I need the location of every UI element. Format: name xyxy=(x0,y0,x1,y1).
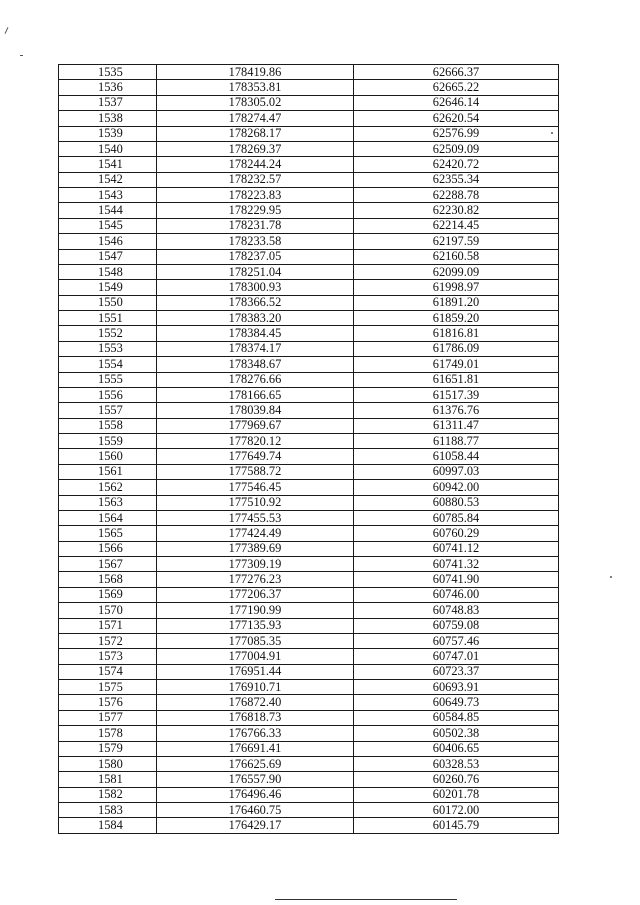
table-row xyxy=(59,80,559,95)
x-coordinate-cell: 178233.58 xyxy=(157,234,354,249)
y-coordinate-cell: 60760.29 xyxy=(354,526,559,541)
point-number-cell: 1570 xyxy=(59,603,157,618)
scan-speck xyxy=(20,55,23,56)
point-number-cell: 1551 xyxy=(59,311,157,326)
point-number-cell: 1548 xyxy=(59,264,157,279)
y-coordinate-cell: 60201.78 xyxy=(354,787,559,802)
y-coordinate-cell: 60145.79 xyxy=(354,818,559,833)
point-number-cell: 1574 xyxy=(59,664,157,679)
table-row xyxy=(59,111,559,126)
x-coordinate-cell: 176872.40 xyxy=(157,695,354,710)
coordinate-table xyxy=(58,64,559,834)
point-number-cell: 1564 xyxy=(59,510,157,525)
point-number-cell: 1568 xyxy=(59,572,157,587)
x-coordinate-cell: 178237.05 xyxy=(157,249,354,264)
table-row xyxy=(59,603,559,618)
point-number-cell: 1547 xyxy=(59,249,157,264)
table-row xyxy=(59,480,559,495)
x-coordinate-cell: 178232.57 xyxy=(157,172,354,187)
point-number-cell: 1583 xyxy=(59,803,157,818)
point-number-cell: 1554 xyxy=(59,357,157,372)
point-number-cell: 1582 xyxy=(59,787,157,802)
point-number-cell: 1560 xyxy=(59,449,157,464)
x-coordinate-cell: 178268.17 xyxy=(157,126,354,141)
point-number-cell: 1581 xyxy=(59,772,157,787)
y-coordinate-cell: 61891.20 xyxy=(354,295,559,310)
x-coordinate-cell: 178244.24 xyxy=(157,157,354,172)
point-number-cell: 1539 xyxy=(59,126,157,141)
y-coordinate-cell: 61651.81 xyxy=(354,372,559,387)
y-coordinate-cell: 60693.91 xyxy=(354,680,559,695)
y-coordinate-cell: 62355.34 xyxy=(354,172,559,187)
table-row xyxy=(59,280,559,295)
y-coordinate-cell: 61859.20 xyxy=(354,311,559,326)
table-row xyxy=(59,357,559,372)
x-coordinate-cell: 177206.37 xyxy=(157,587,354,602)
table-row xyxy=(59,249,559,264)
y-coordinate-cell: 62509.09 xyxy=(354,141,559,156)
y-coordinate-cell: 61376.76 xyxy=(354,403,559,418)
point-number-cell: 1572 xyxy=(59,633,157,648)
table-row xyxy=(59,449,559,464)
x-coordinate-cell: 177276.23 xyxy=(157,572,354,587)
point-number-cell: 1558 xyxy=(59,418,157,433)
point-number-cell: 1571 xyxy=(59,618,157,633)
y-coordinate-cell: 62420.72 xyxy=(354,157,559,172)
table-row xyxy=(59,726,559,741)
x-coordinate-cell: 177085.35 xyxy=(157,633,354,648)
y-coordinate-cell: 60172.00 xyxy=(354,803,559,818)
y-coordinate-cell: 62197.59 xyxy=(354,234,559,249)
table-row xyxy=(59,818,559,833)
x-coordinate-cell: 176557.90 xyxy=(157,772,354,787)
point-number-cell: 1584 xyxy=(59,818,157,833)
x-coordinate-cell: 176429.17 xyxy=(157,818,354,833)
table-row xyxy=(59,295,559,310)
point-number-cell: 1566 xyxy=(59,541,157,556)
y-coordinate-cell: 60741.90 xyxy=(354,572,559,587)
table-row xyxy=(59,741,559,756)
point-number-cell: 1546 xyxy=(59,234,157,249)
y-coordinate-cell: 60584.85 xyxy=(354,710,559,725)
table-row xyxy=(59,526,559,541)
table-row xyxy=(59,756,559,771)
x-coordinate-cell: 178223.83 xyxy=(157,188,354,203)
point-number-cell: 1536 xyxy=(59,80,157,95)
x-coordinate-cell: 178353.81 xyxy=(157,80,354,95)
table-row xyxy=(59,633,559,648)
x-coordinate-cell: 177424.49 xyxy=(157,526,354,541)
y-coordinate-cell: 60880.53 xyxy=(354,495,559,510)
point-number-cell: 1565 xyxy=(59,526,157,541)
x-coordinate-cell: 178229.95 xyxy=(157,203,354,218)
y-coordinate-cell: 60741.32 xyxy=(354,557,559,572)
table-row xyxy=(59,464,559,479)
point-number-cell: 1540 xyxy=(59,141,157,156)
x-coordinate-cell: 177820.12 xyxy=(157,434,354,449)
point-number-cell: 1543 xyxy=(59,188,157,203)
point-number-cell: 1552 xyxy=(59,326,157,341)
point-number-cell: 1555 xyxy=(59,372,157,387)
y-coordinate-cell: 60649.73 xyxy=(354,695,559,710)
table-row xyxy=(59,695,559,710)
point-number-cell: 1578 xyxy=(59,726,157,741)
table-row xyxy=(59,65,559,80)
x-coordinate-cell: 178269.37 xyxy=(157,141,354,156)
y-coordinate-cell: 60741.12 xyxy=(354,541,559,556)
point-number-cell: 1544 xyxy=(59,203,157,218)
table-row xyxy=(59,403,559,418)
y-coordinate-cell: 62576.99 xyxy=(354,126,559,141)
point-number-cell: 1559 xyxy=(59,434,157,449)
y-coordinate-cell: 60748.83 xyxy=(354,603,559,618)
point-number-cell: 1579 xyxy=(59,741,157,756)
x-coordinate-cell: 177588.72 xyxy=(157,464,354,479)
point-number-cell: 1575 xyxy=(59,680,157,695)
table-row xyxy=(59,557,559,572)
y-coordinate-cell: 62230.82 xyxy=(354,203,559,218)
x-coordinate-cell: 176910.71 xyxy=(157,680,354,695)
point-number-cell: 1557 xyxy=(59,403,157,418)
table-row xyxy=(59,710,559,725)
y-coordinate-cell: 60502.38 xyxy=(354,726,559,741)
y-coordinate-cell: 60757.46 xyxy=(354,633,559,648)
point-number-cell: 1545 xyxy=(59,218,157,233)
x-coordinate-cell: 178231.78 xyxy=(157,218,354,233)
x-coordinate-cell: 177135.93 xyxy=(157,618,354,633)
table-row xyxy=(59,372,559,387)
table-row xyxy=(59,341,559,356)
x-coordinate-cell: 177969.67 xyxy=(157,418,354,433)
y-coordinate-cell: 60260.76 xyxy=(354,772,559,787)
table-row xyxy=(59,95,559,110)
table-row xyxy=(59,495,559,510)
x-coordinate-cell: 177004.91 xyxy=(157,649,354,664)
x-coordinate-cell: 177510.92 xyxy=(157,495,354,510)
x-coordinate-cell: 178366.52 xyxy=(157,295,354,310)
y-coordinate-cell: 62620.54 xyxy=(354,111,559,126)
table-row xyxy=(59,264,559,279)
x-coordinate-cell: 177546.45 xyxy=(157,480,354,495)
x-coordinate-cell: 178384.45 xyxy=(157,326,354,341)
y-coordinate-cell: 62160.58 xyxy=(354,249,559,264)
point-number-cell: 1550 xyxy=(59,295,157,310)
point-number-cell: 1541 xyxy=(59,157,157,172)
y-coordinate-cell: 61058.44 xyxy=(354,449,559,464)
x-coordinate-cell: 178374.17 xyxy=(157,341,354,356)
x-coordinate-cell: 176625.69 xyxy=(157,756,354,771)
point-number-cell: 1580 xyxy=(59,756,157,771)
y-coordinate-cell: 62665.22 xyxy=(354,80,559,95)
y-coordinate-cell: 62288.78 xyxy=(354,188,559,203)
y-coordinate-cell: 61816.81 xyxy=(354,326,559,341)
point-number-cell: 1569 xyxy=(59,587,157,602)
y-coordinate-cell: 62646.14 xyxy=(354,95,559,110)
y-coordinate-cell: 61517.39 xyxy=(354,387,559,402)
x-coordinate-cell: 178251.04 xyxy=(157,264,354,279)
x-coordinate-cell: 176818.73 xyxy=(157,710,354,725)
x-coordinate-cell: 178039.84 xyxy=(157,403,354,418)
y-coordinate-cell: 60723.37 xyxy=(354,664,559,679)
y-coordinate-cell: 61188.77 xyxy=(354,434,559,449)
x-coordinate-cell: 177190.99 xyxy=(157,603,354,618)
table-row xyxy=(59,572,559,587)
table-row xyxy=(59,326,559,341)
point-number-cell: 1556 xyxy=(59,387,157,402)
table-row xyxy=(59,510,559,525)
point-number-cell: 1542 xyxy=(59,172,157,187)
y-coordinate-cell: 60746.00 xyxy=(354,587,559,602)
y-coordinate-cell: 62666.37 xyxy=(354,65,559,80)
x-coordinate-cell: 178383.20 xyxy=(157,311,354,326)
table-row xyxy=(59,126,559,141)
x-coordinate-cell: 178305.02 xyxy=(157,95,354,110)
y-coordinate-cell: 61786.09 xyxy=(354,341,559,356)
point-number-cell: 1562 xyxy=(59,480,157,495)
y-coordinate-cell: 61749.01 xyxy=(354,357,559,372)
coordinate-table-body xyxy=(59,65,559,834)
x-coordinate-cell: 178300.93 xyxy=(157,280,354,295)
table-row xyxy=(59,541,559,556)
point-number-cell: 1567 xyxy=(59,557,157,572)
point-number-cell: 1537 xyxy=(59,95,157,110)
table-row xyxy=(59,664,559,679)
y-coordinate-cell: 60328.53 xyxy=(354,756,559,771)
point-number-cell: 1577 xyxy=(59,710,157,725)
y-coordinate-cell: 60759.08 xyxy=(354,618,559,633)
x-coordinate-cell: 176951.44 xyxy=(157,664,354,679)
y-coordinate-cell: 60406.65 xyxy=(354,741,559,756)
x-coordinate-cell: 177455.53 xyxy=(157,510,354,525)
x-coordinate-cell: 178419.86 xyxy=(157,65,354,80)
x-coordinate-cell: 178166.65 xyxy=(157,387,354,402)
table-row xyxy=(59,803,559,818)
table-row xyxy=(59,787,559,802)
point-number-cell: 1553 xyxy=(59,341,157,356)
x-coordinate-cell: 177309.19 xyxy=(157,557,354,572)
x-coordinate-cell: 176460.75 xyxy=(157,803,354,818)
y-coordinate-cell: 62214.45 xyxy=(354,218,559,233)
point-number-cell: 1538 xyxy=(59,111,157,126)
table-row xyxy=(59,587,559,602)
x-coordinate-cell: 177389.69 xyxy=(157,541,354,556)
table-row xyxy=(59,172,559,187)
x-coordinate-cell: 178276.66 xyxy=(157,372,354,387)
y-coordinate-cell: 60785.84 xyxy=(354,510,559,525)
table-row xyxy=(59,772,559,787)
table-row xyxy=(59,649,559,664)
table-row xyxy=(59,141,559,156)
table-row xyxy=(59,188,559,203)
y-coordinate-cell: 60942.00 xyxy=(354,480,559,495)
x-coordinate-cell: 178274.47 xyxy=(157,111,354,126)
point-number-cell: 1576 xyxy=(59,695,157,710)
y-coordinate-cell: 60747.01 xyxy=(354,649,559,664)
y-coordinate-cell: 62099.09 xyxy=(354,264,559,279)
point-number-cell: 1549 xyxy=(59,280,157,295)
table-row xyxy=(59,234,559,249)
y-coordinate-cell: 61998.97 xyxy=(354,280,559,295)
point-number-cell: 1535 xyxy=(59,65,157,80)
table-row xyxy=(59,680,559,695)
scan-speck xyxy=(5,27,9,34)
table-row xyxy=(59,387,559,402)
x-coordinate-cell: 178348.67 xyxy=(157,357,354,372)
x-coordinate-cell: 176766.33 xyxy=(157,726,354,741)
table-row xyxy=(59,311,559,326)
x-coordinate-cell: 176691.41 xyxy=(157,741,354,756)
x-coordinate-cell: 177649.74 xyxy=(157,449,354,464)
scan-speck xyxy=(610,576,612,578)
table-row xyxy=(59,418,559,433)
table-row xyxy=(59,157,559,172)
point-number-cell: 1563 xyxy=(59,495,157,510)
bottom-rule xyxy=(275,899,457,900)
x-coordinate-cell: 176496.46 xyxy=(157,787,354,802)
table-row xyxy=(59,203,559,218)
y-coordinate-cell: 60997.03 xyxy=(354,464,559,479)
table-row xyxy=(59,618,559,633)
point-number-cell: 1573 xyxy=(59,649,157,664)
table-row xyxy=(59,434,559,449)
y-coordinate-cell: 61311.47 xyxy=(354,418,559,433)
table-row xyxy=(59,218,559,233)
point-number-cell: 1561 xyxy=(59,464,157,479)
